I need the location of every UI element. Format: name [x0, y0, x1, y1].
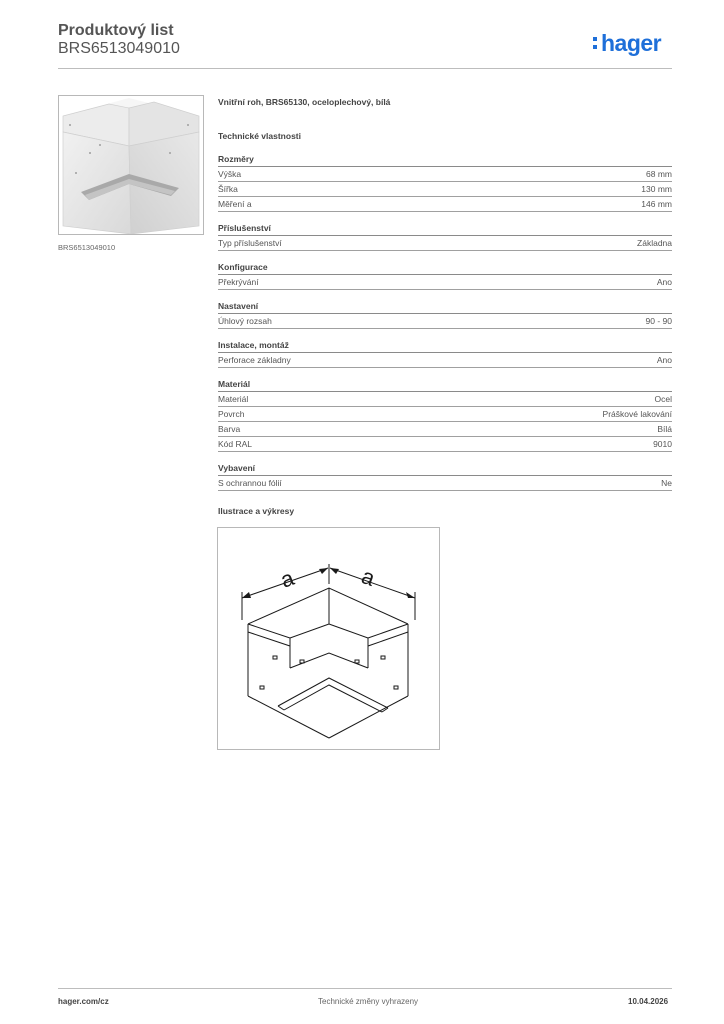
hager-logo: [593, 30, 677, 58]
drawing-svg: [218, 528, 439, 749]
technical-drawing: [217, 527, 440, 750]
spec-group-title: Instalace, montáž: [218, 338, 672, 353]
brand-name: hager: [601, 30, 662, 56]
spec-value: Bílá: [657, 424, 672, 434]
spec-value: Ano: [656, 277, 672, 287]
footer-divider: [58, 988, 672, 989]
section-title: Technické vlastnosti: [218, 131, 301, 141]
spec-label: Šířka: [218, 184, 238, 194]
spec-value: Základna: [637, 238, 672, 248]
spec-row: [218, 236, 672, 251]
spec-label: Úhlový rozsah: [218, 316, 272, 326]
spec-row: [218, 167, 672, 182]
spec-label: Výška: [218, 169, 242, 179]
spec-label: Překrývání: [218, 277, 259, 287]
spec-row: [218, 437, 672, 452]
thumbnail-caption: BRS6513049010: [58, 243, 116, 252]
spec-value: 9010: [653, 439, 672, 449]
footer-date: 10.04.2026: [628, 997, 669, 1006]
spec-label: Materiál: [218, 394, 249, 404]
spec-value: 130 mm: [641, 184, 672, 194]
spec-groups: [218, 152, 672, 491]
spec-value: 68 mm: [646, 169, 672, 179]
spec-label: Povrch: [218, 409, 245, 419]
spec-group-title: Vybavení: [218, 461, 672, 476]
spec-group: [218, 377, 672, 452]
spec-row: [218, 476, 672, 491]
spec-label: Barva: [218, 424, 241, 434]
spec-group-title: Rozměry: [218, 152, 672, 167]
page-title: Produktový list: [58, 22, 174, 39]
specification-section: [218, 95, 672, 491]
product-thumbnail: [58, 95, 204, 235]
spec-row: [218, 392, 672, 407]
spec-group: [218, 461, 672, 491]
spec-row: [218, 197, 672, 212]
spec-label: Typ příslušenství: [218, 238, 282, 248]
product-code: BRS6513049010: [58, 40, 180, 57]
header-divider: [58, 68, 672, 69]
spec-group: [218, 221, 672, 251]
spec-label: S ochrannou fólií: [218, 478, 282, 488]
spec-row: [218, 182, 672, 197]
spec-label: Kód RAL: [218, 439, 253, 449]
spec-value: Ne: [661, 478, 672, 488]
spec-row: [218, 275, 672, 290]
spec-row: [218, 407, 672, 422]
spec-value: 90 - 90: [645, 316, 672, 326]
logo-dot-icon: [593, 45, 597, 49]
spec-row: [218, 422, 672, 437]
spec-group: [218, 152, 672, 212]
spec-row: [218, 353, 672, 368]
spec-group: [218, 299, 672, 329]
spec-group: [218, 260, 672, 290]
spec-label: Měření a: [218, 199, 252, 209]
spec-group-title: Příslušenství: [218, 221, 672, 236]
spec-value: Práškové lakování: [602, 409, 672, 419]
spec-label: Perforace základny: [218, 355, 291, 365]
spec-group-title: Materiál: [218, 377, 672, 392]
spec-value: Ocel: [654, 394, 672, 404]
product-photo: [59, 96, 203, 234]
dimension-label-right: a: [358, 563, 379, 591]
footer-website[interactable]: hager.com/cz: [58, 997, 109, 1006]
spec-group-title: Nastavení: [218, 299, 672, 314]
illustrations-title: Ilustrace a výkresy: [218, 506, 295, 516]
dimension-label-left: a: [277, 565, 298, 593]
footer-note: Technické změny vyhrazeny: [318, 997, 419, 1006]
spec-group: [218, 338, 672, 368]
spec-value: Ano: [656, 355, 672, 365]
product-description: Vnitřní roh, BRS65130, oceloplechový, bílá: [218, 97, 391, 107]
spec-group-title: Konfigurace: [218, 260, 672, 275]
spec-value: 146 mm: [641, 199, 672, 209]
spec-row: [218, 314, 672, 329]
logo-dot-icon: [593, 37, 597, 41]
